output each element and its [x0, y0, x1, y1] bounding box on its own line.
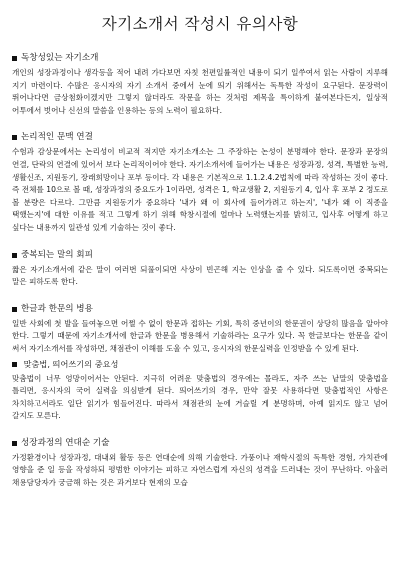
square-bullet-icon	[12, 362, 17, 367]
section-paragraph: 일반 사회에 첫 발을 들여놓으면 어쩔 수 없이 한문과 접하는 기회, 특히 중년이의 한문권이 상당히 많음을 알아야 한다. 그렇기 때문에 자기소개서에 한글과 한문을 병용해서 기술하라는 요구가 있다. 꼭 한글보다는 한문을 같이 써서 자기소개서를 작성하면, 채점관이 이해를 도울 수 있고, 응시자의 한문실력을 인정받을 수 있게 된다.	[12, 318, 388, 353]
section-paragraph: 가정환경이나 성장과정, 대내외 활동 등은 연대순에 의해 기술한다. 가풍이나 재학시절의 독특한 경험, 가치관에 영향을 준 일 등을 작성하되 평범한 이야기는 피하고 자연스럽게 자신의 성격을 드러내는 것이 무난하다. 아울러 채용담당자가 궁금해 하는 것은 과거보다 현재의 모습	[12, 452, 388, 488]
section-heading-text: 독창성있는 자기소개	[21, 53, 99, 63]
section-heading-text: 논리적인 문맥 연결	[21, 132, 93, 143]
section-heading-text: 성장과정의 연대순 기술	[21, 437, 110, 448]
section-heading	[12, 52, 388, 65]
sub-heading-text: 맞춤법, 띄어쓰기의 중요성	[23, 358, 119, 369]
section-heading	[12, 131, 388, 144]
section-heading	[12, 303, 388, 316]
square-bullet-icon	[12, 135, 17, 140]
sub-paragraph: 맞춤법이 너무 엉망이어서는 안된다. 지극히 어려운 맞춤법의 경우에는 몰라도, 자주 쓰는 낱말의 맞춤법을 틀리면, 응시자의 국어 실력을 의심받게 된다. 띄어쓰기의 경우, 만약 잘못 사용하다면 맞춤법적인 사항은 차치하고서라도 일단 읽기가 힘들어진다. 따라서 채점관의 눈에 거슬릴 게 분명하며, 아예 읽지도 않고 넘어 갈지도 모른다.	[12, 373, 388, 421]
section-heading	[12, 437, 388, 450]
section-avoid-repetition	[12, 249, 388, 289]
square-bullet-icon	[12, 441, 17, 446]
square-bullet-icon	[12, 56, 17, 61]
square-bullet-icon	[12, 307, 17, 312]
section-chronological	[12, 437, 388, 490]
section-heading-text: 한글과 한문의 병용	[21, 303, 93, 314]
section-originality	[12, 52, 388, 117]
section-heading-text: 중복되는 말의 회피	[21, 249, 93, 260]
section-paragraph: 수험과 감상문에서는 논리성이 비교적 적지만 자기소개소는 그 주장하는 논성이 분명해야 한다. 문장과 문장의 연결, 단락의 연결에 있어서 보다 논리적이어야 한다. 자기소개서에 들어가는 내용은 성장과정, 성격, 특별한 능력, 생활신조, 지원동기, 장래희망이나 포부 등이다. 각 내용은 기본적으로 1.1.2.4.2법칙에 따라 작성하는 것이 좋다. 즉 전체를 10으로 볼 때, 성장과정의 중요도가 1이라면, 성격은 1, 학교생활 2, 지원동기 4, 입사 후 포부 2 정도로 볼 분량은 다르다. 그만큼 지원동기가 중요하다 '내가 왜 이 회사에 들어가려고 하는지', '내가 왜 이 직종을 택했는지'에 대한 이유를 적고 그렇게 하기 위해 학창시절에 얼마나 노력했는지를 밝히고, 입사후 어떻게 하고 싶다는 내용까지 일관성 있게 기술하는 것이 좋다.	[12, 147, 388, 232]
section-paragraph: 개인의 성장과정이나 생각등을 적어 내려 가다보면 자칫 천편일률적인 내용이 되기 일쑤여서 읽는 사람이 지루해 지기 마련이다. 수많은 응시자의 자기 소개서 중에서 눈에 띄기 위해서는 독특한 작성이 요구된다. 문장력이 뛰어나다면 금상첨화이겠지만 그렇지 않더라도 작문을 하는 것처럼 제목을 특이하게 붙여본다든지, 일상적 어투에서 벗어나 신선의 말씀을 인용하는 등의 노력이 필요하다.	[12, 68, 388, 115]
section-hangul-hanja	[12, 303, 388, 423]
section-paragraph: 짧은 자기소개서에 같은 말이 여러번 되풀이되면 사상이 빈곤해 지는 인상을 줄 수 있다. 되도록이면 중복되는 말은 피하도록 한다.	[12, 264, 388, 287]
document-title: 자기소개서 작성시 유의사항	[101, 15, 299, 33]
sub-heading	[12, 358, 388, 371]
section-heading	[12, 249, 388, 262]
square-bullet-icon	[12, 253, 17, 258]
section-logical-flow	[12, 131, 388, 234]
